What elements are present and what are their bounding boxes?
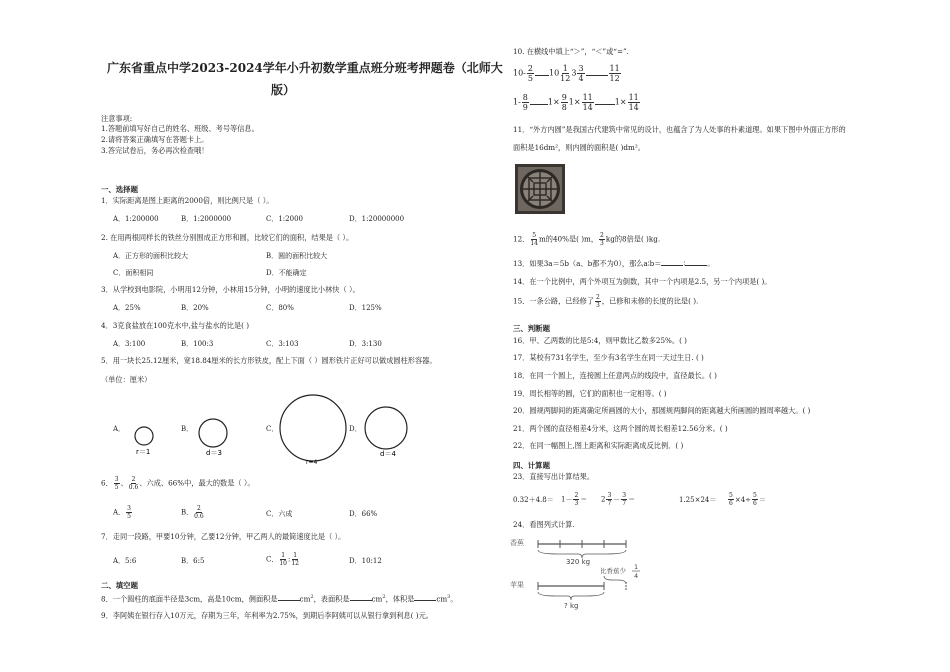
q9-text: 9．李阿姨在银行存入10万元，存期为三年，年利率为2.75%，到期后李阿姨可以从银行拿到利息( )元。 [101, 611, 433, 620]
q20-text: 20．圆规两脚间的距离确定所画圆的大小，那圆规两脚间的距离越大所画圆的圆周率越大。( ) [513, 406, 811, 415]
q1-opt-d: D．1:20000000 [349, 215, 405, 223]
q1-opt-c: C．1:2000 [266, 215, 303, 223]
q10-row2: 1- $\frac{8}{9}$ 1× $\frac{9}{8}$ 1× $\frac{11}{14}$ 1× $\frac{11}{14}$ [513, 93, 639, 112]
q16-text: 16．甲、乙两数的比是5:4，则甲数比乙数多25%。( ) [513, 336, 687, 345]
q5-opt-b: B． [181, 425, 194, 433]
q23-expr-2: 1－ $\frac{2}{3}$ ＝ [561, 492, 588, 507]
q17-text: 17．某校有731名学生，至少有3名学生在同一天过生日. ( ) [513, 353, 704, 362]
section-judge: 三、判断题 [513, 324, 550, 333]
page-title-line2: 版） [271, 83, 296, 97]
notice-item-2: 2.请将答案正确填写在答题卡上。 [101, 135, 209, 144]
q2-opt-c: C．面积相同 [113, 269, 154, 277]
q2-opt-d: D．不能确定 [266, 269, 307, 277]
q6-mid: 、六成、66%中，最大的数是（ ）。 [139, 478, 255, 488]
q2-text: 2. 在用两根同样长的铁丝分别围成正方形和圆，比较它们的面积，结果是（ ）。 [101, 233, 354, 242]
q7-opt-a: A．5:6 [113, 557, 137, 565]
q3-opt-c: C．80% [266, 304, 294, 312]
q2-opt-a: A．正方形的面积比较大 [113, 252, 189, 260]
q6-prefix: 6． [101, 478, 113, 488]
q23-expr-1: 0.32＋4.8＝ [513, 495, 554, 504]
q3-opt-a: A．25% [113, 304, 141, 312]
less-frac-den: 4 [634, 572, 639, 580]
q1-opt-a: A．1:200000 [113, 215, 159, 223]
q21-text: 21．两个圆的直径相差4分米，这两个圆的周长相差12.56分米。( ) [513, 424, 728, 433]
q10-row1: 10- $\frac{2}{5}$ 10 $\frac{1}{12}$ 3 $\frac{3}{4}$ $\frac{11}{12}$ [513, 64, 620, 83]
apple-label: 苹果 [510, 581, 524, 589]
q6-opt-a: A． $\frac{3}{5}$ [113, 505, 131, 520]
q6-text: 6． $\frac{3}{5}$ 、 $\frac{2}{0.6}$ 、六成、66%中，最大的数是（ ）。 [101, 476, 255, 491]
section-calc: 四、计算题 [513, 461, 550, 470]
banana-label: 香蕉 [510, 539, 524, 547]
circle-c-label: r=4 [306, 459, 318, 466]
q4-text: 4．3克食盐放在100克水中,盐与盐水的比是( ) [101, 321, 250, 330]
section-fill: 二、填空题 [101, 581, 138, 590]
page-title-line1: 广东省重点中学2023-2024学年小升初数学重点班分班考押题卷（北师大 [107, 61, 503, 75]
q14-text: 14．在一个比例中，两个外项互为倒数，其中一个内项是2.5，另一个内项是( )。 [513, 277, 772, 286]
q2-opt-b: B．圆的面积比较大 [266, 252, 328, 260]
less-frac-num: 1 [634, 563, 639, 571]
q19-text: 19．周长相等的圆，它们的面积也一定相等。( ) [513, 389, 667, 398]
notice-item-1: 1.答题前填写好自己的姓名、班级、考号等信息。 [101, 124, 259, 133]
q5-unit: （单位：厘米） [101, 375, 152, 384]
q8-text: 8．一个圆柱的底面半径是3cm，高是10cm，侧面积是 $cm^2$，表面积是 $cm^2$，体积是 $cm^3$。 [101, 594, 458, 604]
q23-expr-3: 2 $\frac{3}{7}$ － $\frac{3}{7}$ ＝ [601, 492, 636, 507]
q10-text: 10. 在横线中填上“＞”，“＜”或“=”. [513, 47, 629, 56]
q4-opt-c: C．3:103 [266, 340, 299, 348]
q6-frac-1: $\frac{3}{5}$ [114, 476, 119, 491]
less-label: 比香蕉少 [600, 567, 626, 575]
q18-text: 18．在同一个圆上，连接圆上任意两点的线段中，直径最长。( ) [513, 371, 717, 380]
q5-opt-c: C． [266, 425, 279, 433]
notice-item-3: 3.答完试卷后，务必再次检查哦！ [101, 146, 209, 155]
q23-text: 23．直接写出计算结果。 [513, 472, 595, 481]
q5-text: 5．用一块长25.12厘米，宽18.84厘米的长方形铁皮，配上下面（ ）圆形铁片正好可以做成圆柱形容器。 [101, 356, 437, 365]
q5-opt-d: D． [349, 425, 362, 433]
q4-opt-d: D．3:130 [349, 340, 382, 348]
circle-b [199, 419, 227, 447]
q11-text-1: 11．“外方内圆”是我国古代建筑中常见的设计，也蕴含了为人处事的朴素道理。如果下图中外面正方形的 [513, 125, 846, 134]
q22-text: 22．在同一幅图上,图上距离和实际距离成反比例．( ) [513, 441, 684, 450]
q23-expr-4: 1.25×24＝ [679, 495, 717, 504]
q7-opt-c: C． $\frac{1}{10}$ : $\frac{1}{12}$ [266, 552, 299, 567]
kg-320-label: 320 kg [566, 558, 591, 566]
circle-a-label: r＝1 [136, 448, 151, 456]
q4-opt-b: B．100:3 [181, 340, 214, 348]
q7-opt-b: B．6:5 [181, 557, 205, 565]
q11-text-2: 面积是16dm²，则内圆的面积是( )dm²。 [513, 143, 645, 152]
circle-d [365, 407, 407, 449]
unknown-kg-label: ? kg [564, 602, 579, 610]
q24-line-diagram [508, 532, 668, 614]
q11-window-image [515, 164, 565, 214]
notice-heading: 注意事项: [101, 114, 133, 123]
q1-text: 1．实际距离是图上距离的2000倍，则比例尺是（ ）。 [101, 196, 274, 205]
circle-a [135, 427, 153, 445]
q5-circles-figure [100, 390, 420, 470]
q1-opt-b: B．1:2000000 [181, 215, 232, 223]
q6-opt-c: C．六成 [266, 510, 293, 518]
section-choice: 一、选择题 [101, 185, 138, 194]
q3-opt-d: D．125% [349, 304, 382, 312]
circle-d-label: d＝4 [380, 450, 396, 458]
q6-opt-b: B． $\frac{2}{0.6}$ [181, 505, 204, 520]
q3-opt-b: B．20% [181, 304, 209, 312]
q5-opt-a: A． [113, 425, 126, 433]
q15-text: 15．一条公路，已经修了 $\frac{2}{3}$ ，已修和未修的长度的比是( ). [513, 294, 699, 309]
q23-expr-5: $\frac{5}{6}$ ×4÷ $\frac{5}{6}$ ＝ [729, 492, 766, 507]
circle-c [280, 395, 346, 461]
q23-expressions [513, 492, 766, 507]
q6-opt-d: D．66% [349, 510, 378, 518]
q3-text: 3．从学校到电影院，小明用12分钟，小林用15分钟，小明的速度比小林快（ ）。 [101, 285, 360, 294]
q7-opt-d: D．10:12 [349, 557, 382, 565]
q24-text: 24．看图列式计算. [513, 520, 575, 529]
q12-text: 12． $\frac{5}{14}$ m的40%是( )m， $\frac{2}{3}$ kg的8倍是( )kg. [513, 232, 661, 247]
q7-text: 7．走同一段路，甲要10分钟，乙要12分钟，甲乙两人的最简速度比是（ ）。 [101, 532, 346, 541]
circle-b-label: d＝3 [206, 449, 222, 457]
q4-opt-a: A．3:100 [113, 340, 146, 348]
q13-text: 13．如果3a＝5b（a、b都不为0），那么a∶b＝ ∶ 。 [513, 259, 715, 268]
q6-frac-2: $\frac{2}{0.6}$ [128, 476, 139, 491]
